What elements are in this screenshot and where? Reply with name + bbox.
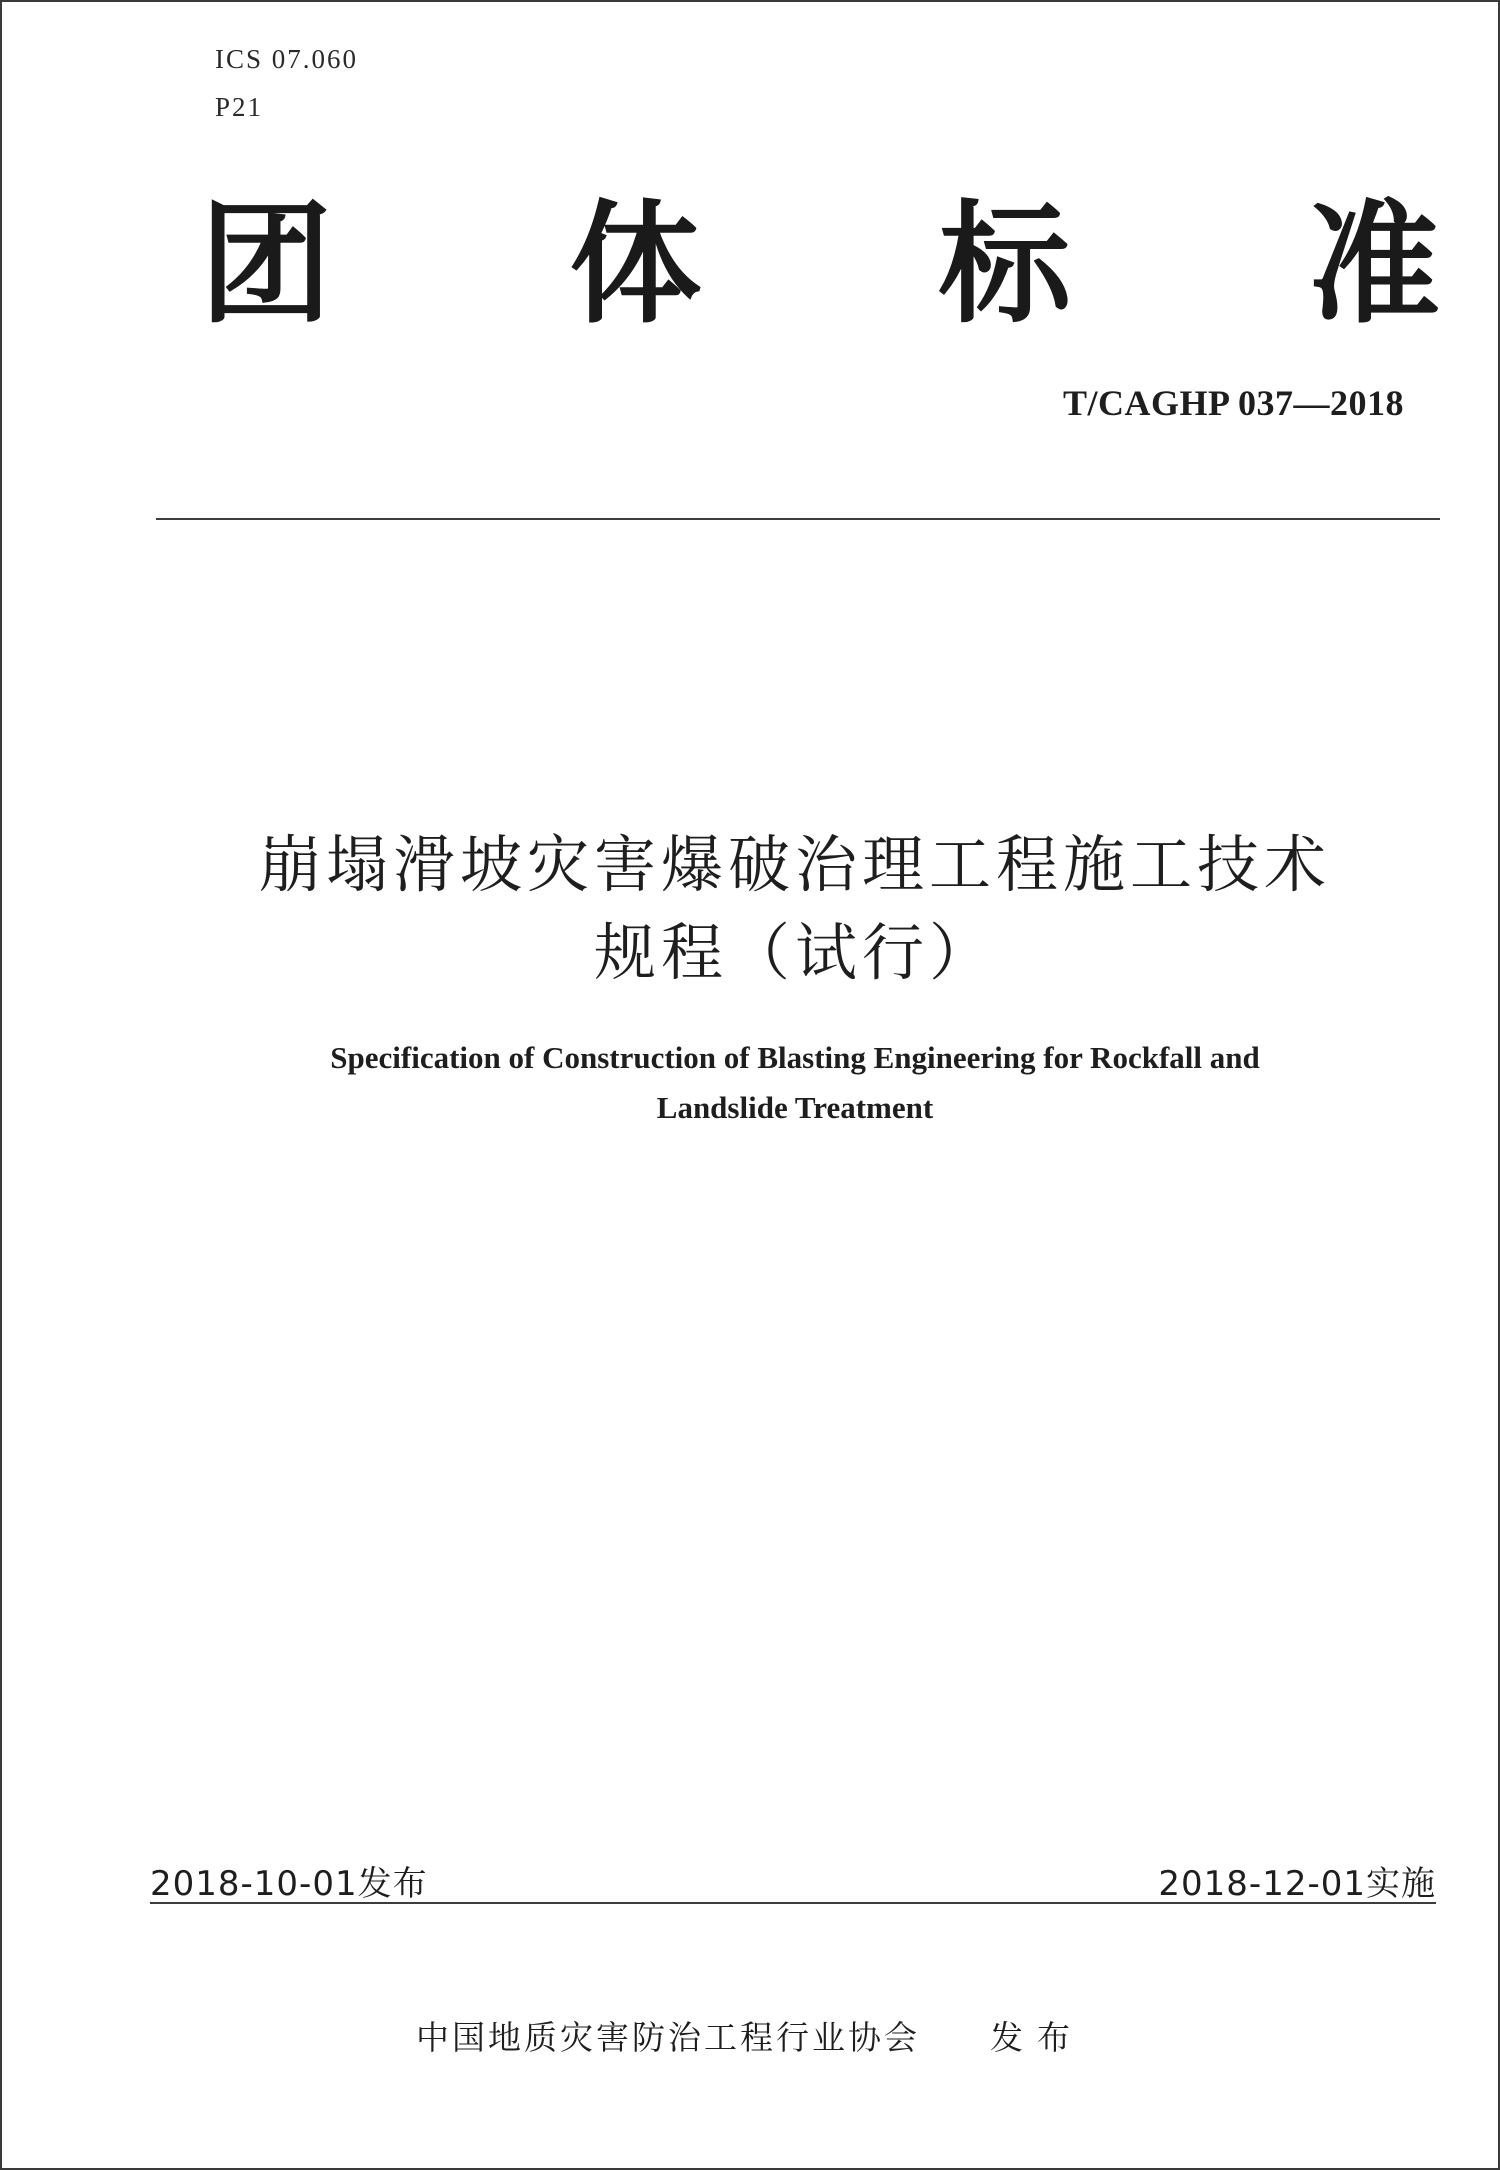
implementation-date: 2018-12-01实施 (1158, 1864, 1436, 1904)
title-english-line-2: Landslide Treatment (656, 1090, 934, 1125)
title-chinese-line-1: 崩塌滑坡灾害爆破治理工程施工技术 (258, 828, 1331, 901)
publisher-name: 中国地质灾害防治工程行业协会 (416, 2018, 920, 2057)
bottom-divider (150, 1902, 1436, 1904)
title-english-line-1: Specification of Construction of Blasting Engineering for Rockfall and (330, 1040, 1260, 1075)
standard-type-char-2: 体 (569, 188, 702, 342)
title-chinese-line-2: 规程（试行） (593, 916, 996, 989)
publisher-row (0, 2012, 1500, 2059)
standard-type-heading (200, 190, 1440, 340)
date-row (150, 1856, 1436, 1905)
standard-number: T/CAGHP 037—2018 (1062, 383, 1404, 423)
top-divider (156, 518, 1440, 520)
publish-label: 发布 (990, 2018, 1084, 2057)
issue-date: 2018-10-01发布 (150, 1864, 428, 1904)
classification-code: P21 (215, 92, 264, 122)
standard-type-char-1: 团 (200, 188, 332, 342)
standard-type-char-4: 准 (1307, 188, 1440, 342)
ics-code: ICS 07.060 (215, 44, 359, 74)
standard-type-char-3: 标 (938, 188, 1071, 342)
